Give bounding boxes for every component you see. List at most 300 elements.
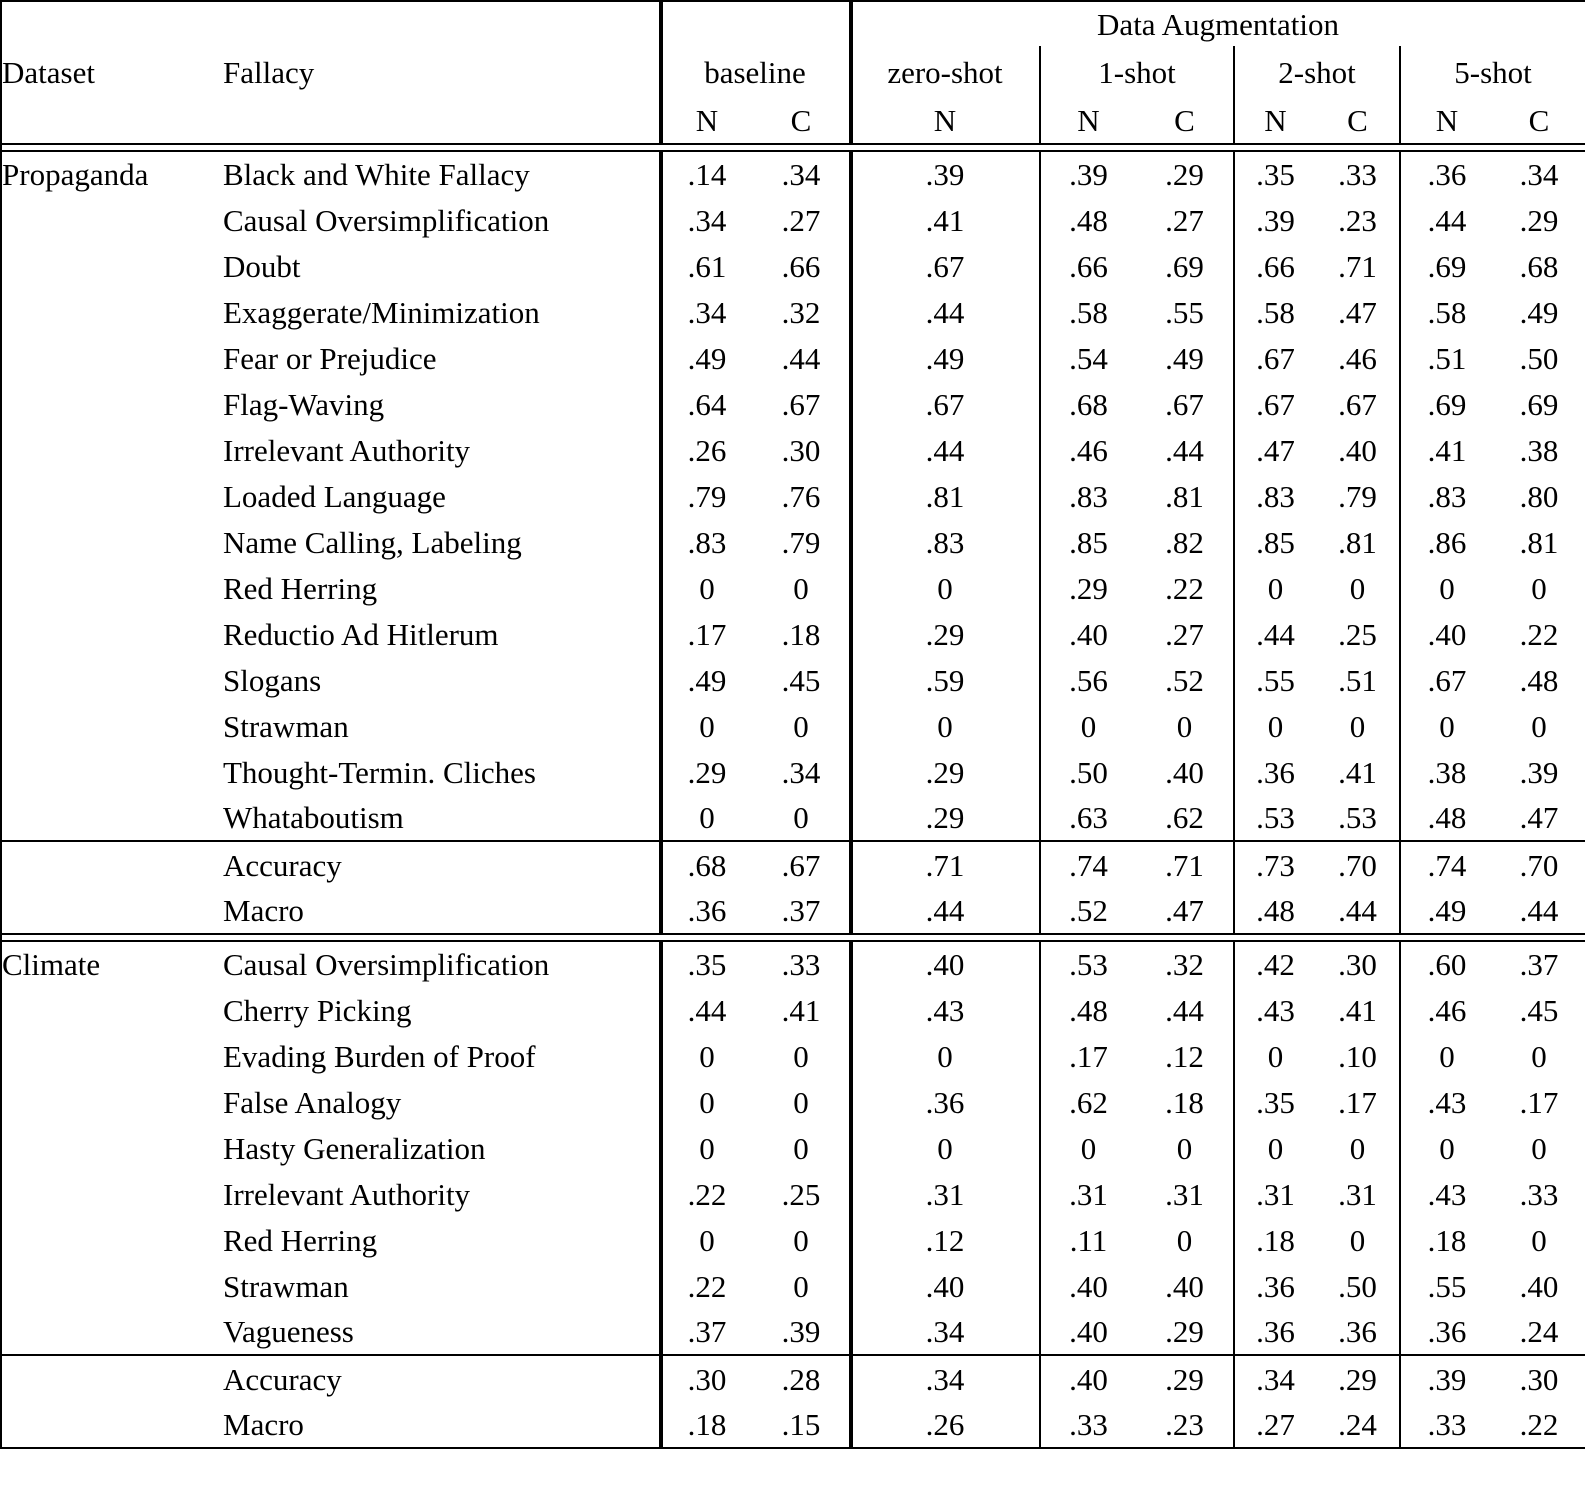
dataset-spacer-cell xyxy=(1,657,223,703)
cell-baseline-n: .36 xyxy=(660,888,753,934)
cell-one-shot-c: .47 xyxy=(1165,893,1204,928)
header-metric-two-c: C xyxy=(1347,103,1368,138)
cell-five-shot-n: 0 xyxy=(1400,1033,1493,1079)
cell-five-shot-c: .30 xyxy=(1493,1356,1585,1402)
cell-five-shot-n: .40 xyxy=(1400,611,1493,657)
cell-five-shot-c: .17 xyxy=(1493,1079,1585,1125)
cell-two-shot-n: .47 xyxy=(1234,427,1316,473)
cell-zero-shot-n: .40 xyxy=(850,941,1040,987)
cell-five-shot-c: .69 xyxy=(1493,381,1585,427)
cell-baseline-c: 0 xyxy=(793,570,809,606)
table-row xyxy=(1,197,1585,243)
cell-zero-shot-n: .44 xyxy=(850,888,1040,934)
cell-zero-shot-n: .26 xyxy=(850,1402,1040,1448)
cell-five-shot-c: .49 xyxy=(1493,289,1585,335)
cell-two-shot-c: .17 xyxy=(1338,1084,1377,1120)
dataset-spacer-cell xyxy=(1,1171,223,1217)
cell-five-shot-n: .55 xyxy=(1400,1263,1493,1309)
table-row xyxy=(1,1402,1585,1448)
cell-baseline-c: .39 xyxy=(781,1314,821,1349)
cell-two-shot-c: .40 xyxy=(1338,432,1377,468)
cell-baseline-n: .34 xyxy=(660,197,753,243)
cell-five-shot-n: .44 xyxy=(1400,197,1493,243)
cell-zero-shot-n: .40 xyxy=(850,1263,1040,1309)
cell-five-shot-c: .81 xyxy=(1493,519,1585,565)
cell-two-shot-c: .31 xyxy=(1338,1176,1377,1212)
cell-five-shot-c: .34 xyxy=(1493,151,1585,197)
cell-two-shot-n: .42 xyxy=(1234,941,1316,987)
cell-five-shot-n: .41 xyxy=(1400,427,1493,473)
cell-five-shot-c: .22 xyxy=(1493,1402,1585,1448)
table-row xyxy=(1,941,1585,987)
fallacy-label-cell: Slogans xyxy=(223,662,322,698)
cell-two-shot-c: .51 xyxy=(1338,662,1377,698)
cell-baseline-c: .32 xyxy=(781,294,821,330)
table-row xyxy=(1,243,1585,289)
cell-one-shot-c: .22 xyxy=(1165,570,1204,606)
table-row xyxy=(1,1356,1585,1402)
table-row xyxy=(1,1217,1585,1263)
cell-two-shot-c: .30 xyxy=(1338,947,1377,982)
header-metric-baseline-c: C xyxy=(790,103,812,138)
cell-five-shot-n: .60 xyxy=(1400,941,1493,987)
cell-zero-shot-n: .49 xyxy=(850,335,1040,381)
cell-five-shot-n: .67 xyxy=(1400,657,1493,703)
cell-one-shot-n: .66 xyxy=(1040,243,1136,289)
dataset-spacer-cell xyxy=(1,519,223,565)
dataset-spacer-cell xyxy=(1,1263,223,1309)
dataset-spacer-cell xyxy=(1,381,223,427)
cell-one-shot-c: .27 xyxy=(1165,616,1204,652)
cell-five-shot-c: .47 xyxy=(1493,795,1585,841)
fallacy-label-cell: Thought-Termin. Cliches xyxy=(223,754,536,790)
cell-baseline-n: .35 xyxy=(660,941,753,987)
cell-one-shot-n: .48 xyxy=(1040,987,1136,1033)
cell-one-shot-c: .18 xyxy=(1165,1084,1204,1120)
cell-one-shot-n: .62 xyxy=(1040,1079,1136,1125)
cell-five-shot-c: .24 xyxy=(1493,1309,1585,1355)
cell-one-shot-c: .55 xyxy=(1165,294,1204,330)
cell-two-shot-c: .36 xyxy=(1338,1314,1377,1349)
header-separator xyxy=(1,144,1585,151)
cell-two-shot-n: .31 xyxy=(1234,1171,1316,1217)
cell-zero-shot-n: .34 xyxy=(850,1356,1040,1402)
cell-two-shot-n: .43 xyxy=(1234,987,1316,1033)
cell-zero-shot-n: .34 xyxy=(850,1309,1040,1355)
cell-five-shot-n: .46 xyxy=(1400,987,1493,1033)
cell-two-shot-c: .67 xyxy=(1338,386,1377,422)
cell-five-shot-n: .69 xyxy=(1400,381,1493,427)
cell-five-shot-n: .38 xyxy=(1400,749,1493,795)
cell-zero-shot-n: .39 xyxy=(850,151,1040,197)
cell-baseline-n: 0 xyxy=(660,795,753,841)
cell-zero-shot-n: .29 xyxy=(850,611,1040,657)
cell-baseline-n: .29 xyxy=(660,749,753,795)
cell-five-shot-n: .69 xyxy=(1400,243,1493,289)
cell-baseline-c: 0 xyxy=(793,1038,809,1074)
cell-one-shot-n: .39 xyxy=(1040,151,1136,197)
cell-zero-shot-n: .67 xyxy=(850,243,1040,289)
cell-baseline-c: .66 xyxy=(781,248,821,284)
table-row xyxy=(1,795,1585,841)
cell-baseline-c: 0 xyxy=(793,1268,809,1304)
dataset-spacer-cell xyxy=(1,1079,223,1125)
cell-baseline-n: .37 xyxy=(660,1309,753,1355)
fallacy-label-cell: Accuracy xyxy=(223,847,342,883)
fallacy-label-cell: Strawman xyxy=(223,1268,349,1304)
dataset-spacer-cell xyxy=(1,565,223,611)
cell-one-shot-n: .17 xyxy=(1040,1033,1136,1079)
table-row xyxy=(1,427,1585,473)
cell-baseline-c: 0 xyxy=(793,1130,809,1166)
cell-one-shot-c: .49 xyxy=(1165,340,1204,376)
table-bottom-rule xyxy=(1,1448,1585,1449)
header-baseline-blank-n xyxy=(660,1,753,46)
cell-two-shot-n: .83 xyxy=(1234,473,1316,519)
cell-baseline-n: .68 xyxy=(660,842,753,888)
cell-one-shot-n: .85 xyxy=(1040,519,1136,565)
cell-five-shot-n: .33 xyxy=(1400,1402,1493,1448)
cell-baseline-c: .33 xyxy=(781,947,821,982)
cell-baseline-c: .67 xyxy=(781,847,821,883)
cell-two-shot-c: 0 xyxy=(1349,1222,1366,1258)
table-row xyxy=(1,842,1585,888)
cell-baseline-n: .18 xyxy=(660,1402,753,1448)
cell-zero-shot-n: .41 xyxy=(850,197,1040,243)
cell-five-shot-c: .70 xyxy=(1493,842,1585,888)
cell-baseline-c: .28 xyxy=(781,1361,821,1397)
cell-five-shot-n: .43 xyxy=(1400,1079,1493,1125)
cell-two-shot-c: .10 xyxy=(1338,1038,1377,1074)
fallacy-label-cell: Flag-Waving xyxy=(223,386,385,422)
cell-one-shot-c: .23 xyxy=(1165,1407,1204,1442)
table-row xyxy=(1,1263,1585,1309)
cell-baseline-c: .44 xyxy=(781,340,821,376)
cell-five-shot-n: .36 xyxy=(1400,1309,1493,1355)
table-row xyxy=(1,1079,1585,1125)
cell-zero-shot-n: 0 xyxy=(850,1033,1040,1079)
dataset-spacer-cell xyxy=(1,473,223,519)
cell-two-shot-c: .50 xyxy=(1338,1268,1377,1304)
cell-one-shot-n: .54 xyxy=(1040,335,1136,381)
table-row xyxy=(1,335,1585,381)
cell-zero-shot-n: .71 xyxy=(850,842,1040,888)
cell-one-shot-n: .46 xyxy=(1040,427,1136,473)
cell-baseline-n: .79 xyxy=(660,473,753,519)
cell-zero-shot-n: .12 xyxy=(850,1217,1040,1263)
cell-baseline-n: 0 xyxy=(660,1079,753,1125)
fallacy-label-cell: Red Herring xyxy=(223,570,378,606)
cell-one-shot-c: .29 xyxy=(1165,157,1204,192)
table-row xyxy=(1,1171,1585,1217)
dataset-spacer-cell xyxy=(1,703,223,749)
cell-baseline-n: .49 xyxy=(660,657,753,703)
cell-one-shot-n: 0 xyxy=(1040,703,1136,749)
cell-two-shot-n: .36 xyxy=(1234,1263,1316,1309)
dataset-spacer-cell xyxy=(1,987,223,1033)
cell-zero-shot-n: .43 xyxy=(850,987,1040,1033)
table-row xyxy=(1,987,1585,1033)
cell-one-shot-c: .82 xyxy=(1165,524,1204,560)
cell-five-shot-n: .39 xyxy=(1400,1356,1493,1402)
cell-two-shot-c: .24 xyxy=(1338,1407,1377,1442)
cell-baseline-n: .49 xyxy=(660,335,753,381)
cell-two-shot-n: .39 xyxy=(1234,197,1316,243)
cell-zero-shot-n: .31 xyxy=(850,1171,1040,1217)
dataset-spacer-cell xyxy=(1,1402,223,1448)
fallacy-label-cell: Accuracy xyxy=(223,1361,342,1397)
cell-five-shot-n: .74 xyxy=(1400,842,1493,888)
fallacy-label-cell: Black and White Fallacy xyxy=(223,157,530,192)
dataset-spacer-cell xyxy=(1,842,223,888)
table-row xyxy=(1,749,1585,795)
cell-baseline-c: .34 xyxy=(781,157,821,192)
cell-five-shot-c: 0 xyxy=(1493,703,1585,749)
cell-baseline-n: .22 xyxy=(660,1263,753,1309)
cell-five-shot-n: .36 xyxy=(1400,151,1493,197)
dataset-spacer-cell xyxy=(1,795,223,841)
cell-five-shot-c: .68 xyxy=(1493,243,1585,289)
cell-baseline-c: .15 xyxy=(781,1407,821,1442)
fallacy-label-cell: Loaded Language xyxy=(223,478,446,514)
dataset-spacer-cell xyxy=(1,289,223,335)
cell-one-shot-c: .44 xyxy=(1165,992,1204,1028)
cell-five-shot-n: .51 xyxy=(1400,335,1493,381)
header-metric-five-n: N xyxy=(1400,98,1493,144)
cell-zero-shot-n: .67 xyxy=(850,381,1040,427)
fallacy-label-cell: Causal Oversimplification xyxy=(223,947,550,982)
cell-two-shot-c: .71 xyxy=(1338,248,1377,284)
cell-two-shot-n: .67 xyxy=(1234,335,1316,381)
cell-two-shot-c: .44 xyxy=(1338,893,1377,928)
dataset-spacer-cell xyxy=(1,888,223,934)
table-row xyxy=(1,565,1585,611)
cell-zero-shot-n: .36 xyxy=(850,1079,1040,1125)
cell-five-shot-n: .48 xyxy=(1400,795,1493,841)
cell-five-shot-c: 0 xyxy=(1493,1217,1585,1263)
header-shot-zero-shot: zero-shot xyxy=(850,46,1040,98)
fallacy-label-cell: Irrelevant Authority xyxy=(223,432,471,468)
cell-one-shot-c: .29 xyxy=(1165,1314,1204,1349)
cell-two-shot-c: .29 xyxy=(1338,1361,1377,1397)
cell-one-shot-n: .83 xyxy=(1040,473,1136,519)
table-row xyxy=(1,1033,1585,1079)
header-metric-one-c: C xyxy=(1174,103,1195,138)
header-baseline-blank-c xyxy=(753,1,850,46)
cell-one-shot-n: 0 xyxy=(1040,1125,1136,1171)
cell-baseline-c: .76 xyxy=(781,478,821,514)
cell-two-shot-c: .47 xyxy=(1338,294,1377,330)
cell-baseline-n: .64 xyxy=(660,381,753,427)
cell-two-shot-n: 0 xyxy=(1234,703,1316,749)
header-fallacy-blank xyxy=(223,1,660,46)
cell-baseline-n: .61 xyxy=(660,243,753,289)
header-row-metrics xyxy=(1,98,1585,144)
cell-one-shot-c: 0 xyxy=(1176,1130,1193,1166)
cell-two-shot-n: .36 xyxy=(1234,1309,1316,1355)
cell-one-shot-c: .52 xyxy=(1165,662,1204,698)
cell-baseline-n: 0 xyxy=(660,1125,753,1171)
cell-two-shot-n: 0 xyxy=(1234,565,1316,611)
cell-two-shot-n: .85 xyxy=(1234,519,1316,565)
dataset-spacer-cell xyxy=(1,1033,223,1079)
header-metric-five-c: C xyxy=(1493,98,1585,144)
cell-one-shot-n: .40 xyxy=(1040,1309,1136,1355)
cell-zero-shot-n: .59 xyxy=(850,657,1040,703)
fallacy-label-cell: Red Herring xyxy=(223,1222,378,1258)
cell-zero-shot-n: .29 xyxy=(850,749,1040,795)
cell-two-shot-n: .35 xyxy=(1234,151,1316,197)
header-metric-two-n: N xyxy=(1234,98,1316,144)
cell-one-shot-n: .40 xyxy=(1040,1356,1136,1402)
cell-zero-shot-n: .29 xyxy=(850,795,1040,841)
cell-one-shot-n: .53 xyxy=(1040,941,1136,987)
cell-one-shot-c: .71 xyxy=(1165,847,1204,883)
cell-baseline-c: .25 xyxy=(781,1176,821,1212)
cell-two-shot-n: .73 xyxy=(1234,842,1316,888)
cell-zero-shot-n: .81 xyxy=(850,473,1040,519)
cell-five-shot-c: .22 xyxy=(1493,611,1585,657)
cell-two-shot-n: 0 xyxy=(1234,1033,1316,1079)
section-separator xyxy=(1,934,1585,941)
cell-zero-shot-n: 0 xyxy=(850,1125,1040,1171)
cell-one-shot-c: 0 xyxy=(1176,708,1193,744)
fallacy-label-cell: Evading Burden of Proof xyxy=(223,1038,536,1074)
cell-five-shot-n: 0 xyxy=(1400,703,1493,749)
dataset-spacer-cell xyxy=(1,1125,223,1171)
cell-five-shot-c: .45 xyxy=(1493,987,1585,1033)
cell-two-shot-c: .81 xyxy=(1338,524,1377,560)
fallacy-label-cell: Irrelevant Authority xyxy=(223,1176,471,1212)
cell-one-shot-c: .32 xyxy=(1165,947,1204,982)
cell-two-shot-c: .23 xyxy=(1338,202,1377,238)
cell-five-shot-n: 0 xyxy=(1400,1125,1493,1171)
header-baseline-label: baseline xyxy=(660,46,850,98)
cell-baseline-c: .34 xyxy=(781,754,821,790)
fallacy-label-cell: Exaggerate/Minimization xyxy=(223,294,540,330)
cell-two-shot-n: .34 xyxy=(1234,1356,1316,1402)
cell-two-shot-n: .18 xyxy=(1234,1217,1316,1263)
dataset-label-cell: Climate xyxy=(1,941,223,987)
cell-one-shot-c: .29 xyxy=(1165,1361,1204,1397)
cell-two-shot-c: .33 xyxy=(1338,157,1377,192)
cell-one-shot-n: .29 xyxy=(1040,565,1136,611)
cell-zero-shot-n: 0 xyxy=(850,565,1040,611)
table-row xyxy=(1,703,1585,749)
cell-two-shot-c: 0 xyxy=(1349,570,1366,606)
cell-one-shot-n: .56 xyxy=(1040,657,1136,703)
dataset-spacer-cell xyxy=(1,197,223,243)
cell-one-shot-n: .40 xyxy=(1040,1263,1136,1309)
cell-baseline-n: 0 xyxy=(660,703,753,749)
cell-one-shot-n: .11 xyxy=(1040,1217,1136,1263)
cell-baseline-c: .27 xyxy=(781,202,821,238)
cell-one-shot-c: .12 xyxy=(1165,1038,1204,1074)
dataset-spacer-cell xyxy=(1,749,223,795)
header-metrics-dataset-blank xyxy=(1,98,223,144)
cell-baseline-n: .26 xyxy=(660,427,753,473)
cell-baseline-c: .41 xyxy=(781,992,821,1028)
header-metric-baseline-n: N xyxy=(660,98,753,144)
header-row-columns xyxy=(1,46,1585,98)
cell-baseline-c: 0 xyxy=(793,1084,809,1120)
cell-five-shot-c: .39 xyxy=(1493,749,1585,795)
cell-baseline-n: 0 xyxy=(660,565,753,611)
cell-one-shot-c: .44 xyxy=(1165,432,1204,468)
cell-five-shot-n: .83 xyxy=(1400,473,1493,519)
cell-five-shot-c: .80 xyxy=(1493,473,1585,519)
table-row xyxy=(1,1125,1585,1171)
cell-five-shot-c: .50 xyxy=(1493,335,1585,381)
cell-baseline-n: .44 xyxy=(660,987,753,1033)
cell-two-shot-c: .70 xyxy=(1338,847,1377,883)
cell-baseline-n: 0 xyxy=(660,1033,753,1079)
cell-five-shot-c: .33 xyxy=(1493,1171,1585,1217)
cell-baseline-c: .79 xyxy=(781,524,821,560)
fallacy-label-cell: False Analogy xyxy=(223,1084,402,1120)
header-dataset-label: Dataset xyxy=(1,46,223,98)
header-metrics-fallacy-blank xyxy=(223,98,660,144)
cell-baseline-n: .30 xyxy=(660,1356,753,1402)
cell-baseline-c: .30 xyxy=(781,432,821,468)
cell-baseline-c: .37 xyxy=(781,893,821,928)
cell-baseline-n: .14 xyxy=(660,151,753,197)
fallacy-label-cell: Hasty Generalization xyxy=(223,1130,486,1166)
cell-one-shot-n: .68 xyxy=(1040,381,1136,427)
cell-one-shot-n: .40 xyxy=(1040,611,1136,657)
header-shot-2-shot: 2-shot xyxy=(1234,46,1400,98)
cell-five-shot-c: 0 xyxy=(1493,1125,1585,1171)
cell-zero-shot-n: 0 xyxy=(850,703,1040,749)
cell-two-shot-c: .53 xyxy=(1338,800,1377,835)
cell-one-shot-c: .67 xyxy=(1165,386,1204,422)
table-row xyxy=(1,1309,1585,1355)
cell-two-shot-n: .36 xyxy=(1234,749,1316,795)
cell-zero-shot-n: .44 xyxy=(850,289,1040,335)
cell-two-shot-n: .53 xyxy=(1234,795,1316,841)
cell-five-shot-c: 0 xyxy=(1493,1033,1585,1079)
cell-one-shot-n: .74 xyxy=(1040,842,1136,888)
cell-five-shot-n: .86 xyxy=(1400,519,1493,565)
header-shot-1-shot: 1-shot xyxy=(1040,46,1234,98)
cell-five-shot-c: .29 xyxy=(1493,197,1585,243)
cell-one-shot-c: .27 xyxy=(1165,202,1204,238)
table-row xyxy=(1,289,1585,335)
cell-five-shot-n: .58 xyxy=(1400,289,1493,335)
cell-two-shot-n: .35 xyxy=(1234,1079,1316,1125)
header-data-augmentation: Data Augmentation xyxy=(850,1,1585,46)
dataset-spacer-cell xyxy=(1,335,223,381)
header-row-group xyxy=(1,1,1585,46)
header-dataset-blank xyxy=(1,1,223,46)
cell-baseline-n: .34 xyxy=(660,289,753,335)
table-row xyxy=(1,381,1585,427)
cell-two-shot-n: .48 xyxy=(1234,888,1316,934)
cell-one-shot-c: .62 xyxy=(1165,800,1204,835)
cell-baseline-c: .67 xyxy=(781,386,821,422)
cell-baseline-c: 0 xyxy=(793,1222,809,1258)
fallacy-label-cell: Name Calling, Labeling xyxy=(223,524,522,560)
cell-baseline-n: .22 xyxy=(660,1171,753,1217)
fallacy-label-cell: Cherry Picking xyxy=(223,992,412,1028)
dataset-spacer-cell xyxy=(1,243,223,289)
fallacy-label-cell: Macro xyxy=(223,1407,304,1442)
dataset-spacer-cell xyxy=(1,611,223,657)
table-row xyxy=(1,473,1585,519)
cell-two-shot-c: 0 xyxy=(1349,708,1366,744)
fallacy-label-cell: Macro xyxy=(223,893,304,928)
cell-five-shot-n: .49 xyxy=(1400,888,1493,934)
